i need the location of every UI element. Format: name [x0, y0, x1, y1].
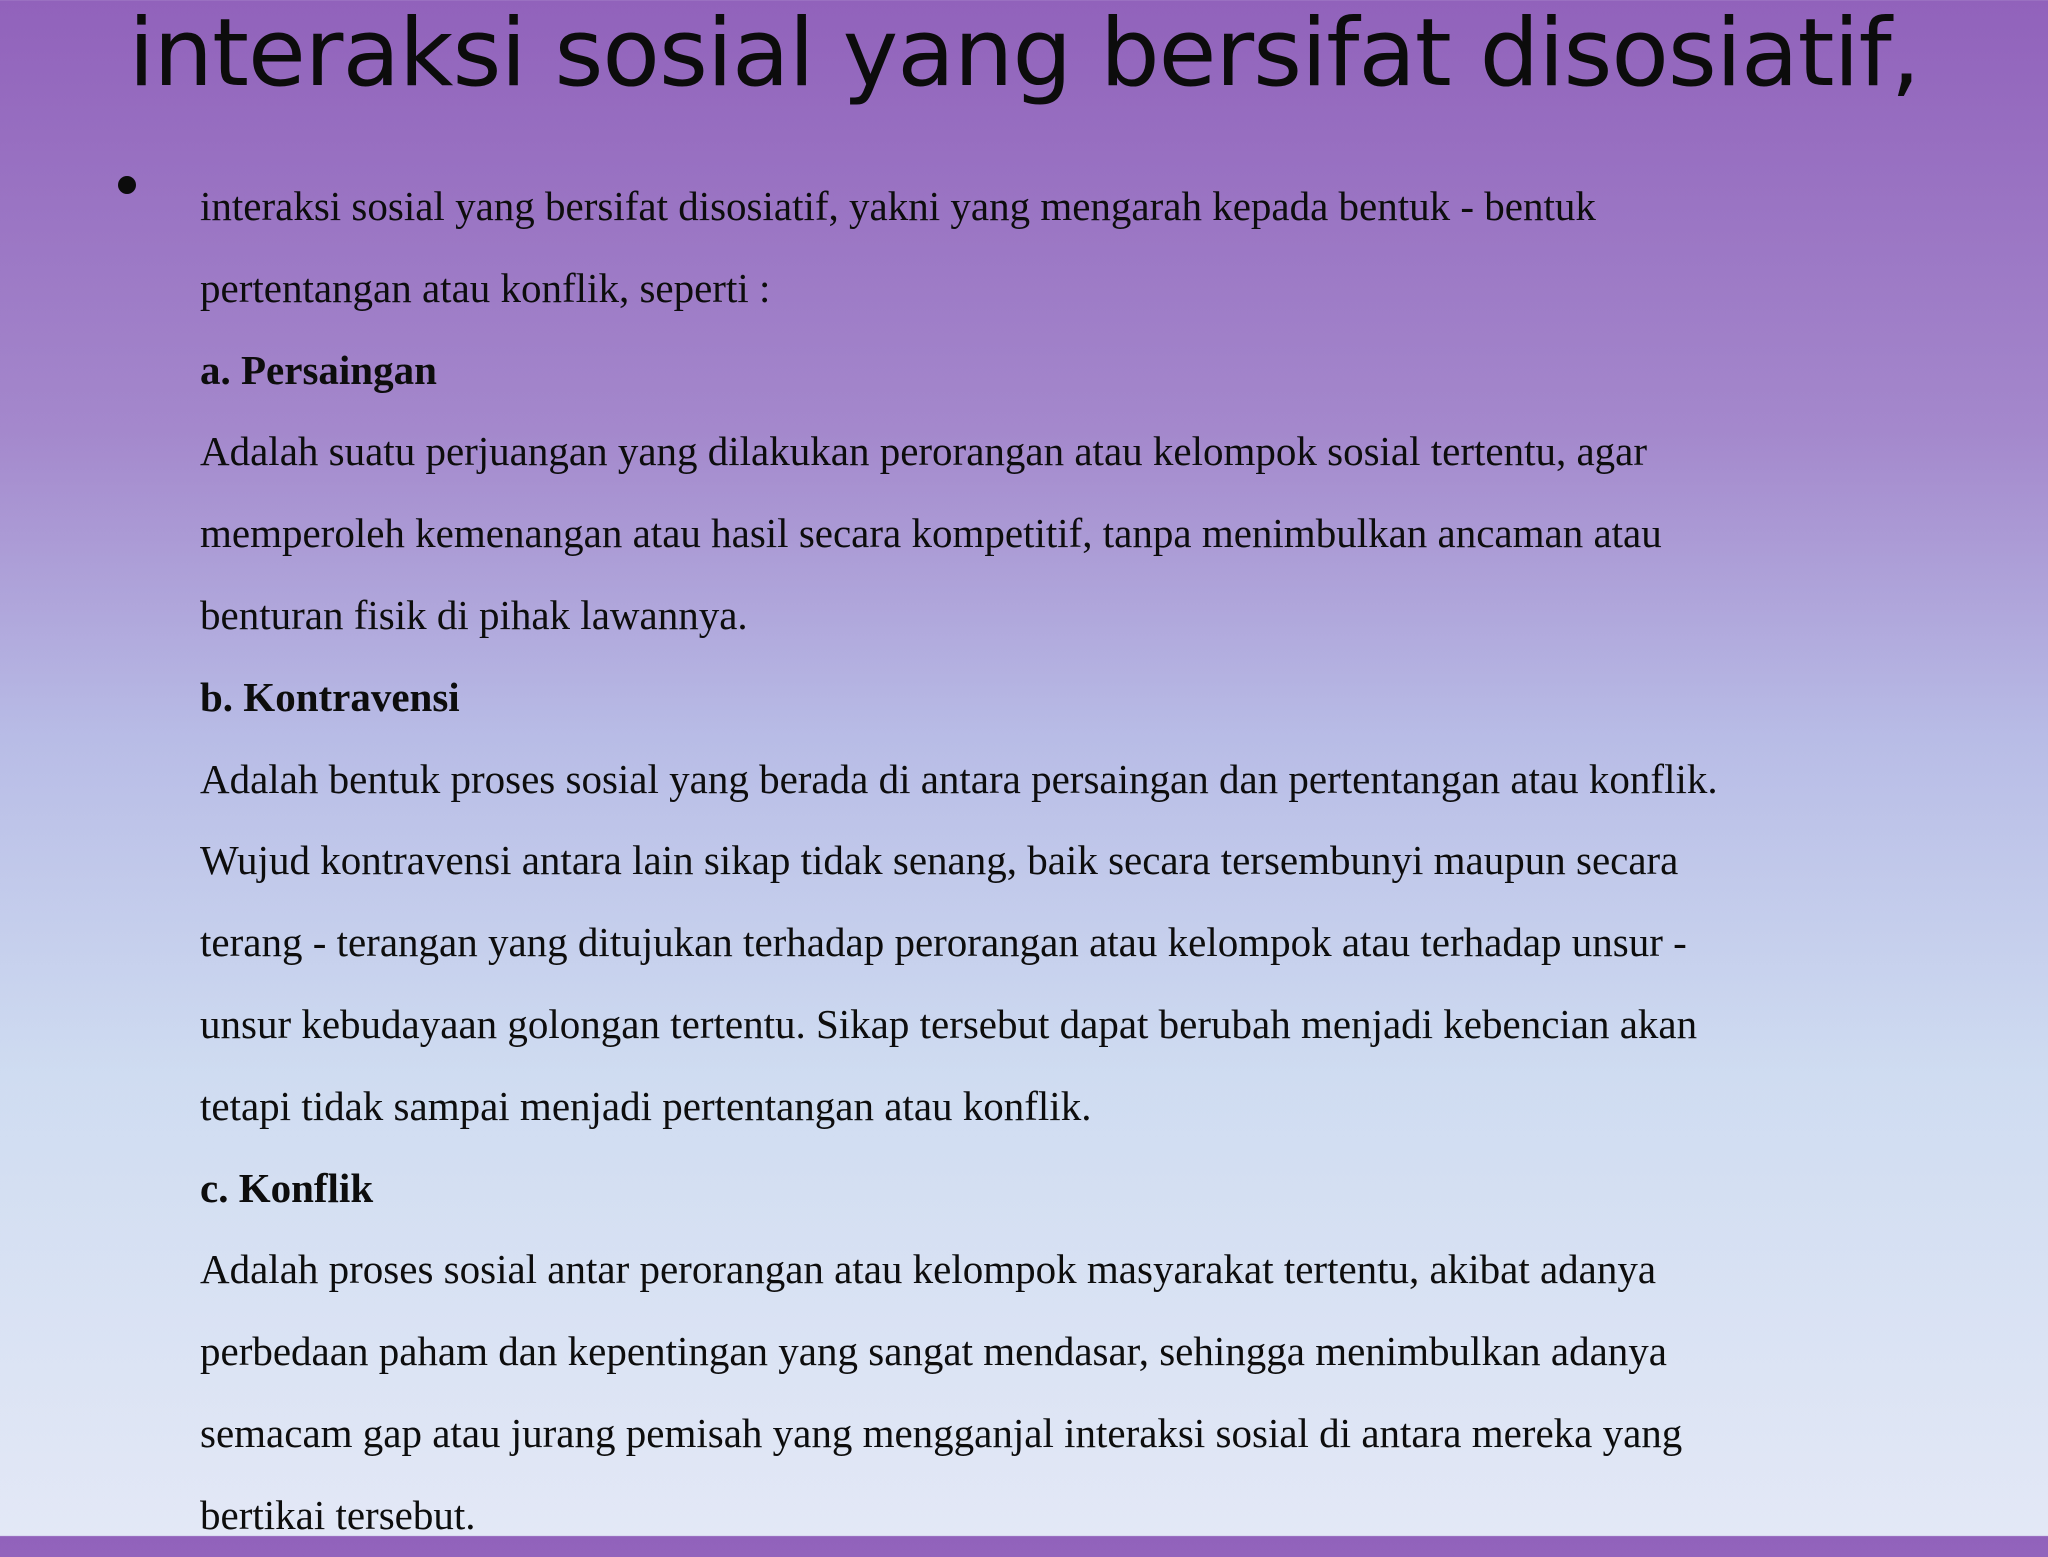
section-line: tetapi tidak sampai menjadi pertentangan atau konflik.: [200, 1082, 1092, 1129]
section-line: semacam gap atau jurang pemisah yang mengganjal interaksi sosial di antara mereka yang: [200, 1409, 1683, 1456]
section-line: Adalah proses sosial antar perorangan atau kelompok masyarakat tertentu, akibat adanya: [200, 1246, 1657, 1293]
section-line: Adalah suatu perjuangan yang dilakukan perorangan atau kelompok sosial tertentu, agar: [200, 428, 1648, 475]
slide-title: interaksi sosial yang bersifat disosiatif,: [128, 0, 1920, 108]
bullet-icon: [118, 176, 136, 194]
section-heading-persaingan: a. Persaingan: [200, 346, 437, 393]
section-line: Wujud kontravensi antara lain sikap tidak senang, baik secara tersembunyi maupun secara: [200, 837, 1679, 884]
section-line: memperoleh kemenangan atau hasil secara kompetitif, tanpa menimbulkan ancaman atau: [200, 510, 1662, 557]
intro-line: pertentangan atau konflik, seperti :: [200, 264, 771, 311]
section-line: unsur kebudayaan golongan tertentu. Sikap tersebut dapat berubah menjadi kebencian akan: [200, 1000, 1698, 1047]
section-line: terang - terangan yang ditujukan terhadap perorangan atau kelompok atau terhadap unsur -: [200, 919, 1687, 966]
intro-line: interaksi sosial yang bersifat disosiatif, yakni yang mengarah kepada bentuk - bentuk: [200, 183, 1596, 229]
section-heading-konflik: c. Konflik: [200, 1164, 374, 1211]
section-line: bertikai tersebut.: [200, 1491, 476, 1538]
section-line: Adalah bentuk proses sosial yang berada di antara persaingan dan pertentangan atau konflik.: [200, 755, 1718, 802]
section-line: perbedaan paham dan kepentingan yang sangat mendasar, sehingga menimbulkan adanya: [200, 1328, 1667, 1375]
section-line: benturan fisik di pihak lawannya.: [200, 591, 748, 638]
bullet-content: [200, 166, 2040, 1557]
section-heading-kontravensi: b. Kontravensi: [200, 673, 460, 720]
